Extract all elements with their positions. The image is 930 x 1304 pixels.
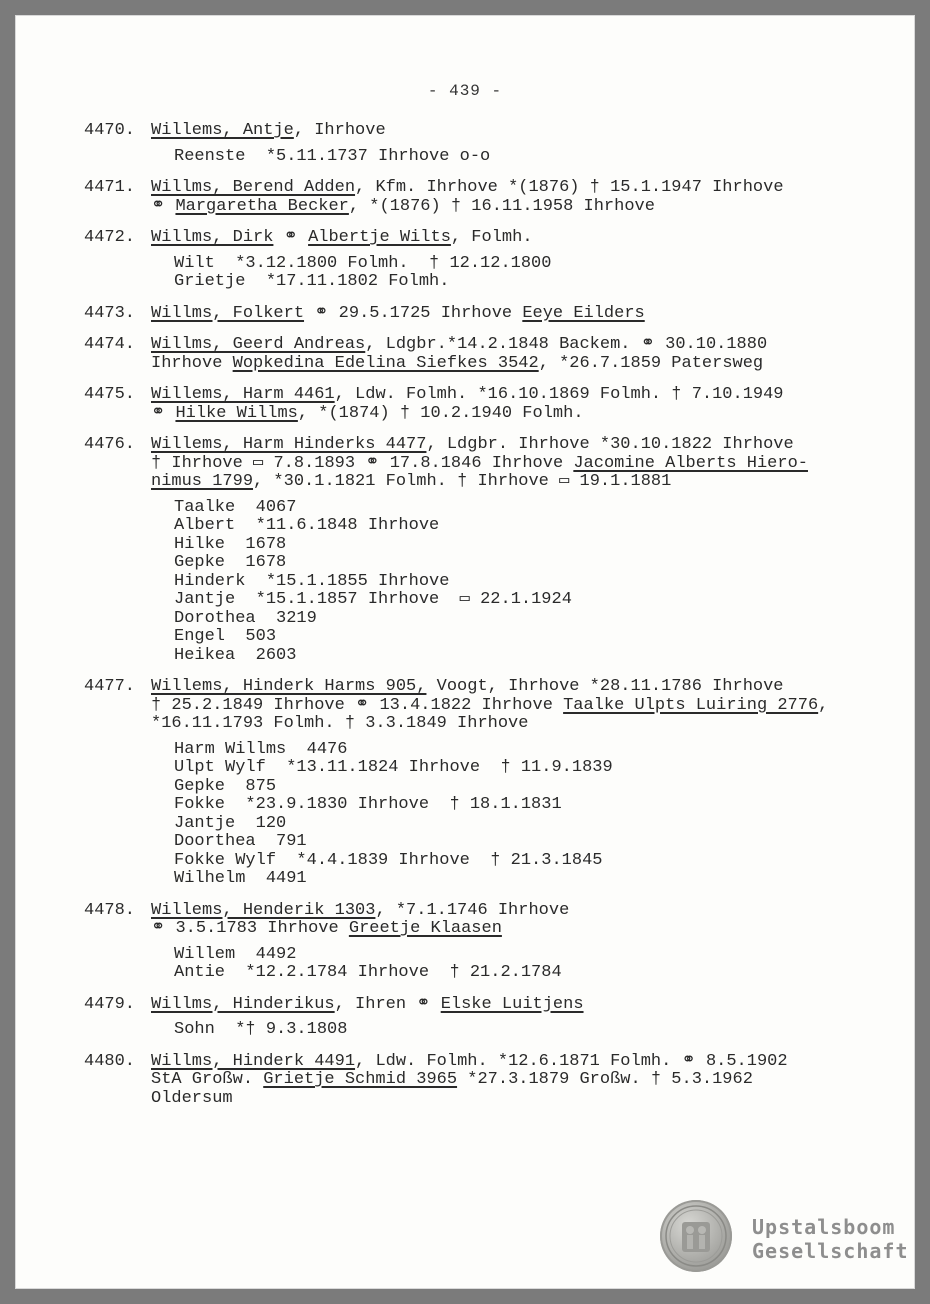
- person-name: Willems, Hinderk Harms 905,: [151, 677, 427, 696]
- child-item: Albert *11.6.1848 Ihrhove: [174, 516, 440, 535]
- entry-line: [151, 455, 884, 474]
- entry-text: Voogt, Ihrhove *28.11.1786 Ihrhove: [426, 677, 784, 696]
- entry: [84, 336, 884, 373]
- person-name: Willms, Dirk: [151, 228, 274, 247]
- child-item: Wilt *3.12.1800 Folmh. † 12.12.1800: [174, 253, 552, 273]
- entry-text: , *30.1.1821 Folmh. † Ihrhove ▭ 19.1.1881: [253, 472, 672, 491]
- child-item: Hilke 1678: [174, 534, 287, 554]
- child-item: Doorthea 791: [174, 832, 307, 851]
- person-name: nimus 1799: [151, 472, 254, 491]
- entry-text: , *7.1.1746 Ihrhove: [375, 900, 570, 920]
- children-list: [151, 1021, 884, 1040]
- entry-line: [151, 436, 884, 455]
- entry-line: [151, 996, 884, 1015]
- child-item: Jantje *15.1.1857 Ihrhove ▭ 22.1.1924: [174, 590, 572, 609]
- person-name: Jacomine Alberts Hiero-: [573, 453, 808, 473]
- entry-number: 4474.: [84, 335, 136, 354]
- entry-line: [151, 678, 884, 697]
- person-name: Willems, Harm 4461: [151, 385, 335, 404]
- society-name-line1: Upstalsboom: [752, 1215, 896, 1239]
- entry: [84, 305, 884, 324]
- entry-text: , *26.7.1859 Patersweg: [538, 353, 764, 373]
- seal-emblem-icon: [660, 1200, 732, 1272]
- child-item: Gepke 1678: [174, 553, 287, 572]
- entry-text: ⚭: [151, 403, 176, 423]
- entry-number: 4473.: [84, 303, 136, 323]
- person-name: Taalke Ulpts Luiring 2776: [563, 695, 819, 715]
- entry-line: [151, 355, 884, 374]
- entry-line: [151, 715, 884, 734]
- child-item: Sohn *† 9.3.1808: [174, 1020, 348, 1039]
- child-item: Ulpt Wylf *13.11.1824 Ihrhove † 11.9.1839: [174, 758, 613, 777]
- entry: [84, 678, 884, 889]
- entry-line: [151, 122, 884, 141]
- person-name: Willems, Antje: [151, 121, 294, 140]
- child-item: Fokke *23.9.1830 Ihrhove † 18.1.1831: [174, 795, 562, 814]
- person-name: Greetje Klaasen: [348, 919, 502, 938]
- person-name: Hilke Willms: [175, 403, 298, 423]
- person-name: Willms, Folkert: [151, 303, 305, 323]
- entry-text: Ihrhove: [151, 353, 233, 373]
- children-list: [151, 148, 884, 167]
- entry-text: StA Großw.: [151, 1070, 264, 1089]
- entry-text: , Ihren ⚭: [334, 994, 441, 1014]
- entry-text: † Ihrhove ▭ 7.8.1893 ⚭ 17.8.1846 Ihrhove: [151, 453, 574, 473]
- child-item: Reenste *5.11.1737 Ihrhove o-o: [174, 146, 491, 166]
- entry-text: ⚭ 29.5.1725 Ihrhove: [304, 303, 523, 323]
- entry-text: *27.3.1879 Großw. † 5.3.1962: [457, 1070, 753, 1089]
- child-item: Heikea 2603: [174, 645, 297, 665]
- person-name: Wopkedina Edelina Siefkes 3542: [232, 353, 539, 373]
- child-item: Wilhelm 4491: [174, 869, 307, 888]
- entry-line: [151, 1071, 884, 1090]
- entry: [84, 229, 884, 292]
- entry-number: 4476.: [84, 435, 136, 454]
- society-name-line2: Gesellschaft: [752, 1239, 909, 1263]
- entry: [84, 122, 884, 166]
- entry-line: [151, 1090, 884, 1109]
- entry: [84, 179, 884, 216]
- person-name: Willms, Hinderk 4491: [151, 1051, 356, 1071]
- person-name: Albertje Wilts: [308, 228, 451, 247]
- child-item: Harm Willms 4476: [174, 739, 348, 759]
- child-item: Taalke 4067: [174, 497, 297, 517]
- child-item: Gepke 875: [174, 776, 277, 796]
- entry-text: *16.11.1793 Folmh. † 3.3.1849 Ihrhove: [151, 714, 529, 733]
- entry-text: , *(1876) † 16.11.1958 Ihrhove: [348, 196, 655, 216]
- child-item: Jantje 120: [174, 813, 287, 833]
- children-list: [151, 946, 884, 983]
- entry-number: 4471.: [84, 178, 136, 197]
- child-item: Antie *12.2.1784 Ihrhove † 21.2.1784: [174, 963, 562, 982]
- person-name: Willms, Berend Adden: [151, 178, 356, 197]
- entry-text: ⚭: [273, 228, 309, 247]
- entry-text: , Folmh.: [450, 228, 533, 247]
- entry-number: 4475.: [84, 385, 136, 404]
- entry-text: , Ldw. Folmh. *16.10.1869 Folmh. † 7.10.1949: [334, 385, 784, 404]
- person-name: Eeye Eilders: [522, 303, 645, 323]
- entry-line: [151, 229, 884, 248]
- entry-text: † 25.2.1849 Ihrhove ⚭ 13.4.1822 Ihrhove: [151, 695, 564, 715]
- entry-line: [151, 902, 884, 921]
- entry: [84, 902, 884, 983]
- children-list: [151, 741, 884, 889]
- entry-text: , Ldw. Folmh. *12.6.1871 Folmh. ⚭ 8.5.1902: [355, 1051, 788, 1071]
- entry-number: 4480.: [84, 1051, 136, 1071]
- entry-text: ⚭: [151, 196, 176, 216]
- person-name: Margaretha Becker: [175, 196, 349, 216]
- person-name: Elske Luitjens: [440, 994, 584, 1014]
- entry-number: 4472.: [84, 228, 136, 247]
- entry-text: , *(1874) † 10.2.1940 Folmh.: [297, 403, 584, 423]
- entry-text: Oldersum: [151, 1088, 233, 1108]
- entry: [84, 1053, 884, 1109]
- child-item: Hinderk *15.1.1855 Ihrhove: [174, 571, 450, 591]
- entry-line: [151, 336, 884, 355]
- entry-line: [151, 179, 884, 198]
- entry-line: [151, 386, 884, 405]
- entry-text: , Ihrhove: [293, 121, 386, 140]
- entry-text: , Kfm. Ihrhove *(1876) † 15.1.1947 Ihrhove: [355, 178, 784, 197]
- child-item: Willem 4492: [174, 944, 297, 964]
- entry-line: [151, 697, 884, 716]
- entry-number: 4477.: [84, 677, 136, 696]
- person-name: Willems, Harm Hinderks 4477: [151, 435, 427, 454]
- entry-text: , Ldgbr.*14.2.1848 Backem. ⚭ 30.10.1880: [365, 335, 768, 354]
- entry-text: , Ldgbr. Ihrhove *30.10.1822 Ihrhove: [426, 435, 794, 454]
- person-name: Grietje Schmid 3965: [263, 1070, 458, 1089]
- page-number: - 439 -: [427, 82, 503, 100]
- person-name: Willms, Hinderikus: [151, 994, 335, 1014]
- entry-number: 4479.: [84, 994, 136, 1014]
- entry-number: 4470.: [84, 121, 136, 140]
- entry-line: [151, 473, 884, 492]
- society-name: [752, 1215, 909, 1263]
- entry: [84, 996, 884, 1040]
- children-list: [151, 499, 884, 666]
- child-item: Grietje *17.11.1802 Folmh.: [174, 272, 450, 291]
- entry-line: [151, 1053, 884, 1072]
- entry-line: [151, 305, 884, 324]
- child-item: Dorothea 3219: [174, 608, 317, 628]
- child-item: Fokke Wylf *4.4.1839 Ihrhove † 21.3.1845: [174, 850, 603, 870]
- entry: [84, 386, 884, 423]
- entry-text: ,: [818, 695, 829, 715]
- entry-line: [151, 405, 884, 424]
- entry-line: [151, 198, 884, 217]
- genealogy-entries: [84, 122, 884, 1108]
- entry-text: ⚭ 3.5.1783 Ihrhove: [151, 919, 349, 938]
- entry: [84, 436, 884, 665]
- person-name: Willms, Geerd Andreas: [151, 335, 366, 354]
- entry-number: 4478.: [84, 900, 136, 920]
- entry-line: [151, 920, 884, 939]
- person-name: Willems, Henderik 1303: [151, 900, 376, 920]
- children-list: [151, 255, 884, 292]
- child-item: Engel 503: [174, 627, 277, 646]
